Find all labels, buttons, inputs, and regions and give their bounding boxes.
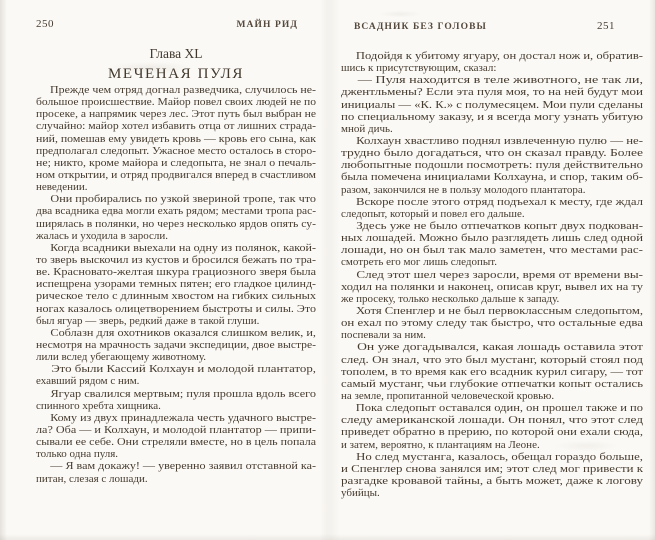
text-line: инициалы — «К. К.» с полумесяцем. Мои пули сделаны — [341, 98, 643, 111]
text-line: два всадника едва могли ехать рядом; местами тропа рас- — [36, 205, 316, 218]
right-running-title: ВСАДНИК БЕЗ ГОЛОВЫ — [354, 22, 487, 32]
chapter-title: МЕЧЕНАЯ ПУЛЯ — [108, 66, 244, 82]
left-running-header — [36, 18, 316, 30]
text-line: и Спенглер снова занялся им; этот след мог привести к — [341, 462, 643, 475]
text-line: трудно было догадаться, что он сказал правду. Более — [341, 147, 643, 160]
text-line: ехавший рядом с ним. — [36, 375, 140, 388]
text-line: Когда всадники выехали на одну из полянок, какой- — [50, 241, 317, 254]
text-line: тополем, в то время как его всадник курил сигару, — тот — [341, 365, 643, 378]
text-line: он ехал по этому следу так быстро, что остальные едва — [341, 317, 643, 330]
text-line: ходил на полянки и наконец, описав круг, вывел их на ту — [341, 280, 643, 293]
text-line: шись к присутствующим, сказал: — [341, 62, 497, 75]
left-running-title: МАЙН РИД — [236, 20, 298, 30]
text-line: был ягуар — зверь, редкий даже в такой глуши. — [36, 314, 260, 327]
text-line: ла? Оба — и Колхаун, и молодой плантатор — припи- — [36, 423, 316, 436]
text-line: Кому из двух принадлежала честь удачного выстре- — [50, 411, 316, 424]
text-line: поспевали за ним. — [341, 329, 426, 342]
text-line: следу американской лошади. Он понял, что этот след — [341, 414, 643, 427]
text-line: Колхаун хвастливо поднял извлеченную пулю — не- — [356, 134, 643, 147]
text-line: ний, помешав ему увидеть кровь — кровь его сына, как — [36, 132, 316, 145]
text-line: сывали ее себе. Они стреляли вместе, но в цель попала — [36, 436, 316, 449]
text-line: неведении. — [36, 181, 88, 194]
text-line: Это были Кассий Колхаун и молодой плантатор, — [51, 363, 316, 376]
text-line: следопыт, который и повел его дальше. — [341, 207, 525, 220]
right-page-number: 251 — [597, 20, 615, 32]
right-running-header — [341, 20, 643, 32]
text-line: — Пуля находится в теле животного, не так ли, — [357, 74, 643, 87]
text-line: Подойдя к убитому ягуару, он достал нож и, обратив- — [355, 50, 643, 62]
chapter-number: Глава XL — [149, 46, 203, 61]
text-line: ногах казалось олицетворением быстроты и силы. Это — [36, 302, 316, 315]
text-line: несмотря на мрачность задачи экспедиции, двое выстре- — [36, 338, 316, 351]
text-line: разом, закончился не в пользу молодого плантатора. — [341, 183, 586, 196]
right-text-column — [341, 50, 643, 499]
text-line: след. Он знал, что это был мустанг, который стоял под — [341, 353, 643, 366]
text-line: разгадке кровавой тайны, а быть может, даже к логову — [341, 474, 643, 487]
text-line: Но след мустанга, казалось, обещал гораздо больше, — [356, 450, 643, 463]
text-line: ширялась в полянки, но через несколько ярдов опять су- — [36, 217, 316, 230]
text-line: Они пробирались по узкой звериной тропе, так что — [50, 193, 316, 206]
text-line: Здесь уже не было отпечатков копыт двух подкован- — [356, 219, 643, 232]
text-line: питан, слезая с лошади. — [36, 472, 148, 485]
text-line: джентльмены? Если эта пуля моя, то на ней будут мои — [341, 86, 643, 99]
text-line: рическое тело с длинным хвостом на гибких сильных — [36, 290, 316, 303]
text-line: предполагал следопыт. Ужасное место осталось в сторо- — [36, 144, 316, 157]
text-line: Соблазн для охотников оказался слишком велик, и, — [50, 326, 316, 339]
text-line: по специальному заказу, и я всегда могу узнать убитую — [341, 110, 643, 123]
text-line: Ягуар свалился мертвым; пуля прошла вдоль всего — [50, 387, 316, 400]
text-line: испещрена узорами темных пятен; его гладкое цилинд- — [36, 278, 316, 291]
text-line: любопытные подошли посмотреть: пуля действительно — [341, 159, 643, 172]
text-line: лили вслед убегающему животному. — [36, 351, 207, 364]
text-line: Он уже догадывался, какая лошадь оставила этот — [357, 341, 643, 354]
text-line: большое происшествие. Майор повел своих людей не по — [36, 96, 316, 109]
text-line: случайно: майор хотел избавить отца от лишних страда- — [36, 120, 316, 133]
text-line: не; никто, кроме майора и следопыта, не знал о печаль- — [36, 156, 316, 169]
text-line: ных лошадей. Можно было разглядеть лишь след одной — [341, 232, 643, 245]
text-line: — Я вам докажу! — уверенно заявил отставной ка- — [50, 460, 317, 473]
text-line: и затем, вероятно, к плантациям на Леоне. — [341, 438, 540, 451]
text-line: была помечена инициалами Колхауна, и спор, таким об- — [341, 171, 643, 184]
text-line: только одна пуля. — [36, 448, 119, 461]
text-line: Вскоре после этого отряд подъехал к месту, где ждал — [356, 195, 643, 208]
text-line: спинного хребта хищника. — [36, 399, 161, 412]
text-line: мной дичь. — [341, 122, 393, 135]
text-line: приведет обратно в прерию, по которой они ехали сюда, — [341, 426, 643, 439]
text-line: Хотя Спенглер и не был первоклассным следопытом, — [355, 304, 643, 317]
text-line: то зверь выскочил из кустов и бросился бежать по тра- — [36, 253, 316, 266]
text-line: лошади, но он был так мало заметен, что местами рас- — [341, 244, 643, 257]
text-line: Прежде чем отряд догнал разведчика, случилось не- — [50, 84, 316, 96]
text-line: След этот шел через заросли, время от времени вы- — [356, 268, 643, 281]
text-line: смотреть его мог лишь следопыт. — [341, 256, 498, 269]
text-line: просеке, а напрямик через лес. Этот путь был выбран не — [36, 108, 316, 121]
text-line: Пока следопыт оставался один, он прошел также и по — [355, 402, 643, 415]
text-line: жалась и уходила в заросли. — [36, 229, 169, 242]
text-line: на земле, пропитанной человеческой кровью. — [341, 389, 555, 402]
text-line: ве. Красновато-желтая шкура грациозного зверя была — [36, 266, 316, 279]
chapter-heading — [36, 46, 316, 83]
left-page-number: 250 — [36, 18, 54, 30]
text-line: ном открытии, и отряд продвигался вперед в счастливом — [36, 168, 316, 181]
left-text-column — [36, 84, 316, 485]
text-line: же просеку, только несколько дальше к западу. — [341, 292, 560, 305]
text-line: самый мустанг, чьи глубокие отпечатки копыт остались — [341, 377, 643, 390]
text-line: убийцы. — [341, 487, 380, 500]
